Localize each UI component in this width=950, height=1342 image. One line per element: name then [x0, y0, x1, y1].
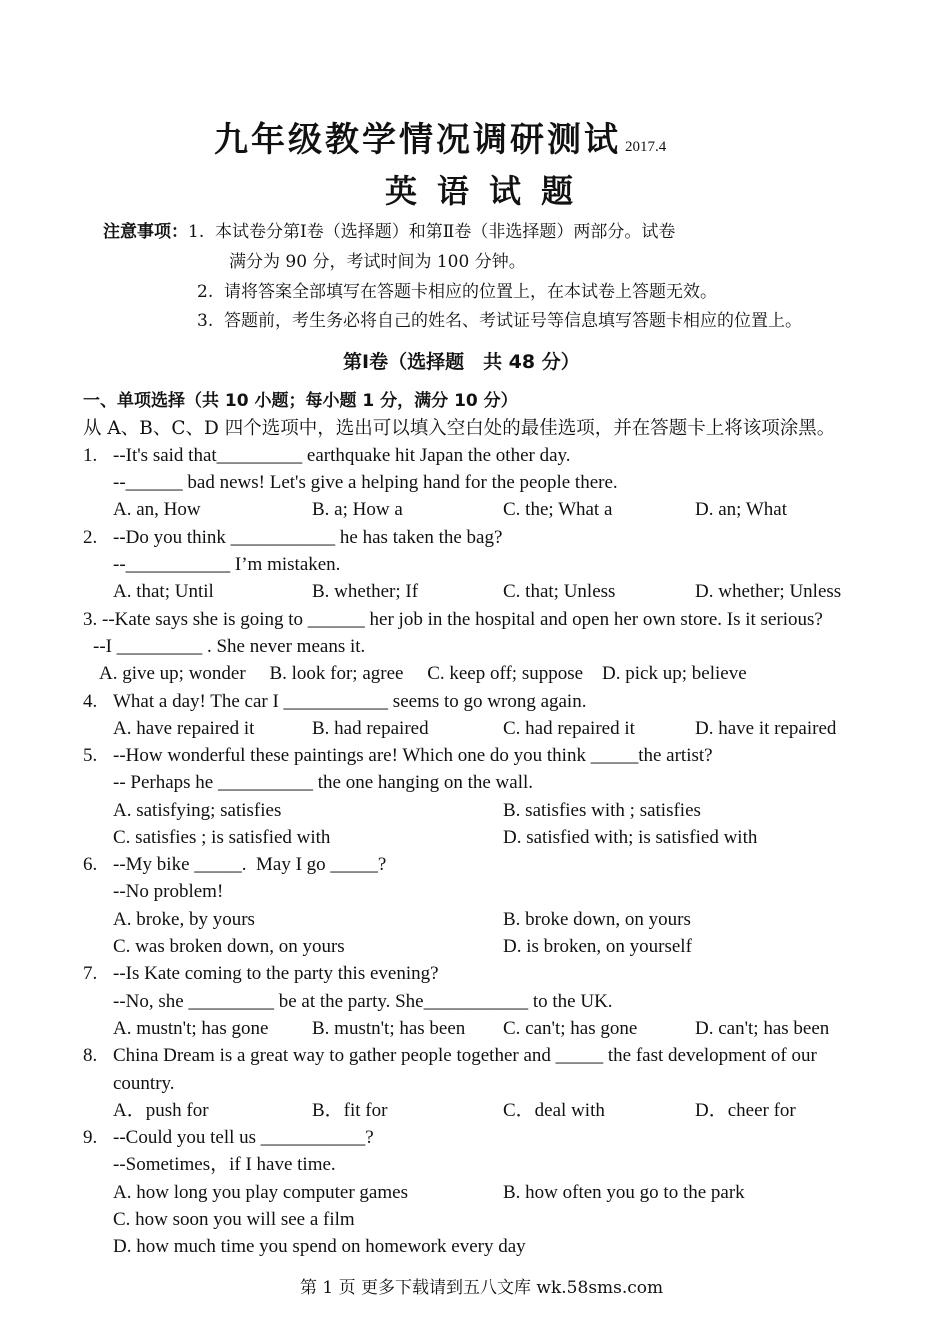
q6-option-b: B. broke down, on yours [503, 909, 691, 930]
q9-number: 9. [83, 1127, 98, 1148]
page-subtitle: 英语试题 [385, 172, 594, 210]
q2-number: 2. [83, 527, 98, 548]
q2-option-c: C. that; Unless [503, 581, 616, 602]
q7-option-b: B. mustn't; has been [312, 1018, 466, 1039]
q8-line-1: China Dream is a great way to gather people together and _____ the fast development of our [113, 1045, 817, 1066]
notice-label: 注意事项： [103, 222, 188, 242]
q7-line-1: --Is Kate coming to the party this evening? [113, 963, 439, 984]
q5-line-2: -- Perhaps he __________ the one hanging on the wall. [113, 772, 534, 793]
notice-item-3-num: 3. [197, 311, 214, 331]
q2-line-1: --Do you think ___________ he has taken the bag? [113, 527, 503, 548]
title-text: 九年级教学情况调研测试 [214, 120, 621, 160]
notice-item-2 [197, 278, 717, 307]
q5-option-b: B. satisfies with ; satisfies [503, 800, 701, 821]
q2-option-a: A. that; Until [113, 581, 214, 602]
q4-option-b: B. had repaired [312, 718, 429, 739]
q6-option-d: D. is broken, on yourself [503, 936, 692, 957]
q2-option-d: D. whether; Unless [695, 581, 842, 602]
q1-option-a: A. an, How [113, 499, 201, 520]
q4-option-a: A. have repaired it [113, 718, 255, 739]
q7-option-c: C. can't; has gone [503, 1018, 638, 1039]
q4-option-d: D. have it repaired [695, 718, 837, 739]
q8-option-a: A．push for [113, 1100, 209, 1121]
notice-item-2-num: 2. [197, 282, 214, 302]
q6-line-2: --No problem! [113, 881, 224, 902]
q5-option-d: D. satisfied with; is satisfied with [503, 827, 758, 848]
notice-item-1-cont: 满分为 90 分，考试时间为 100 分钟。 [229, 252, 526, 272]
instruction: 从 A、B、C、D 四个选项中，选出可以填入空白处的最佳选项，并在答题卡上将该项涂黑。 [83, 418, 836, 439]
q6-option-c: C. was broken down, on yours [113, 936, 345, 957]
q1-number: 1. [83, 445, 98, 466]
notice-line-1 [103, 218, 675, 247]
q7-option-a: A. mustn't; has gone [113, 1018, 269, 1039]
q3-line-2: --I _________ . She never means it. [93, 636, 366, 657]
q1-option-b: B. a; How a [312, 499, 403, 520]
notice-item-1-text: 本试卷分第Ⅰ卷（选择题）和第Ⅱ卷（非选择题）两部分。试卷 [215, 222, 676, 242]
q3-line-1: 3. --Kate says she is going to ______ her job in the hospital and open her own store. Is it serious? [83, 609, 823, 630]
q6-line-1: --My bike _____. May I go _____? [113, 854, 387, 875]
q8-option-c: C．deal with [503, 1100, 605, 1121]
q8-number: 8. [83, 1045, 98, 1066]
q1-line-2: --______ bad news! Let's give a helping hand for the people there. [113, 472, 618, 493]
q1-line-1: --It's said that_________ earthquake hit Japan the other day. [113, 445, 571, 466]
q4-line-1: What a day! The car I ___________ seems to go wrong again. [113, 691, 587, 712]
notice-item-1-num: 1. [188, 222, 205, 242]
q7-option-d: D. can't; has been [695, 1018, 830, 1039]
q5-number: 5. [83, 745, 98, 766]
notice-item-3 [197, 307, 802, 336]
notice-item-3-text: 答题前，考生务必将自己的姓名、考试证号等信息填写答题卡相应的位置上。 [224, 311, 803, 331]
q7-number: 7. [83, 963, 98, 984]
page-footer: 第 1 页 更多下载请到五八文库 wk.58sms.com [300, 1278, 664, 1298]
exam-date: 2017.4 [625, 139, 667, 155]
q8-line-2: country. [113, 1073, 175, 1094]
q5-option-a: A. satisfying; satisfies [113, 800, 282, 821]
q6-option-a: A. broke, by yours [113, 909, 255, 930]
q9-line-2: --Sometimes，if I have time. [113, 1154, 336, 1175]
q2-option-b: B. whether; If [312, 581, 419, 602]
q5-option-c: C. satisfies ; is satisfied with [113, 827, 331, 848]
q7-line-2: --No, she _________ be at the party. She___________ to the UK. [113, 991, 613, 1012]
q9-option-b: B. how often you go to the park [503, 1182, 745, 1203]
q1-option-c: C. the; What a [503, 499, 613, 520]
q3-options: A. give up; wonder B. look for; agree C. keep off; suppose D. pick up; believe [99, 663, 747, 684]
q6-number: 6. [83, 854, 98, 875]
q9-option-a: A. how long you play computer games [113, 1182, 408, 1203]
notice-item-2-text: 请将答案全部填写在答题卡相应的位置上，在本试卷上答题无效。 [224, 282, 718, 302]
q1-option-d: D. an; What [695, 499, 787, 520]
q2-line-2: --___________ I’m mistaken. [113, 554, 341, 575]
q5-line-1: --How wonderful these paintings are! Which one do you think _____the artist? [113, 745, 713, 766]
q9-line-1: --Could you tell us ___________? [113, 1127, 374, 1148]
q4-number: 4. [83, 691, 98, 712]
part-title: 一、单项选择（共 10 小题；每小题 1 分，满分 10 分） [83, 391, 518, 411]
page-title [214, 112, 666, 161]
q8-option-d: D．cheer for [695, 1100, 796, 1121]
q4-option-c: C. had repaired it [503, 718, 635, 739]
q9-option-c: C. how soon you will see a film [113, 1209, 355, 1230]
q8-option-b: B．fit for [312, 1100, 388, 1121]
q9-option-d: D. how much time you spend on homework every day [113, 1236, 526, 1257]
section-title: 第Ⅰ卷（选择题 共 48 分） [343, 351, 580, 373]
